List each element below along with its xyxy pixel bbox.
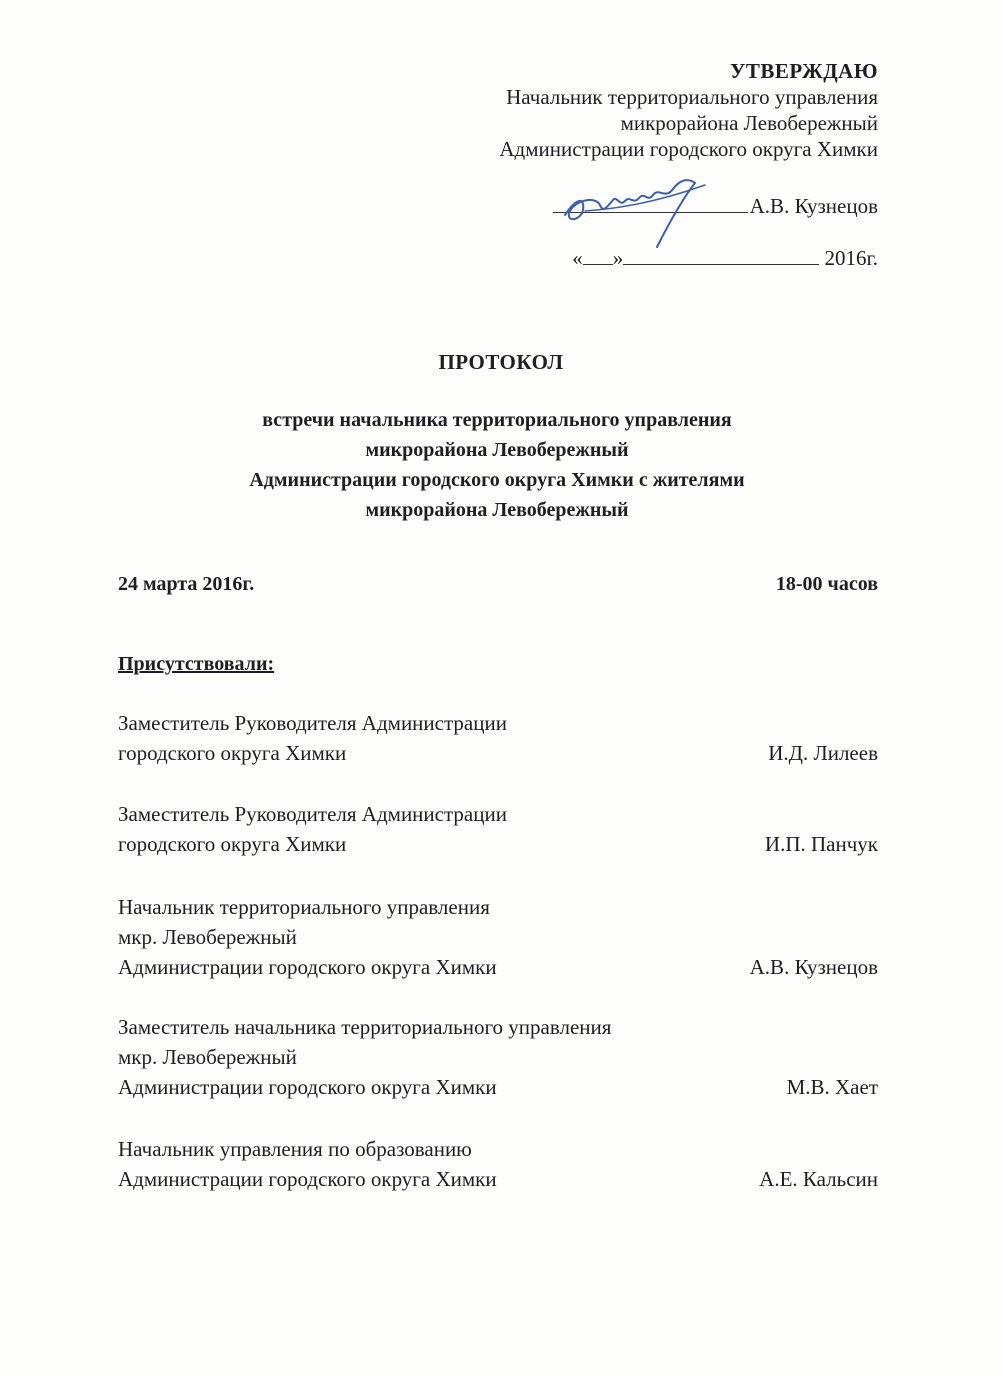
position-line: Заместитель Руководителя Администрации — [118, 711, 507, 735]
attendee-name: М.В. Хает — [786, 1075, 878, 1099]
approval-line-2: микрорайона Левобережный — [620, 111, 878, 135]
position-line: мкр. Левобережный — [118, 925, 297, 949]
meeting-time: 18-00 часов — [775, 573, 878, 595]
date-quote-open: « — [572, 246, 583, 270]
approval-date-row — [572, 246, 878, 271]
attendee-position — [118, 1012, 878, 1102]
subtitle-line-4: микрорайона Левобережный — [365, 499, 629, 521]
position-line: Начальник управления по образованию — [118, 1137, 472, 1161]
meeting-date: 24 марта 2016г. — [118, 573, 255, 595]
present-heading: Присутствовали: — [118, 653, 275, 675]
approval-line-3: Администрации городского округа Химки — [499, 137, 878, 161]
attendee-name: А.Е. Кальсин — [759, 1167, 878, 1191]
attendee-entry — [118, 1134, 878, 1194]
approval-heading: УТВЕРЖДАЮ — [729, 59, 878, 83]
position-line: Администрации городского округа Химки — [118, 955, 497, 979]
position-line: городского округа Химки — [118, 741, 347, 765]
subtitle-line-1: встречи начальника территориального управления — [262, 409, 732, 431]
attendee-position — [118, 708, 878, 768]
attendee-name: А.В. Кузнецов — [749, 955, 878, 979]
attendee-entry — [118, 708, 878, 768]
approval-line-1: Начальник территориального управления — [506, 85, 878, 109]
document-subtitle — [0, 405, 994, 525]
subtitle-line-2: микрорайона Левобережный — [365, 439, 629, 461]
subtitle-line-3: Администрации городского округа Химки с жителями — [249, 469, 745, 491]
signer-name: А.В. Кузнецов — [749, 194, 878, 218]
position-line: Заместитель начальника территориального управления — [118, 1015, 612, 1039]
day-blank — [583, 246, 613, 265]
position-line: Администрации городского округа Химки — [118, 1075, 497, 1099]
date-quote-close: » — [612, 246, 624, 270]
position-line: Администрации городского округа Химки — [118, 1167, 497, 1191]
attendee-entry — [118, 1012, 878, 1102]
approval-block — [499, 58, 878, 162]
position-line: городского округа Химки — [118, 832, 347, 856]
position-line: мкр. Левобережный — [118, 1045, 297, 1069]
attendee-entry — [118, 892, 878, 982]
attendee-name: И.Д. Лилеев — [768, 741, 878, 765]
attendee-entry — [118, 799, 878, 859]
position-line: Заместитель Руководителя Администрации — [118, 802, 507, 826]
position-line: Начальник территориального управления — [118, 895, 490, 919]
month-blank — [623, 246, 819, 265]
document-title: ПРОТОКОЛ — [438, 350, 564, 374]
handwritten-signature — [555, 165, 735, 255]
attendee-name: И.П. Панчук — [764, 832, 878, 856]
approval-year: 2016г. — [824, 246, 878, 270]
